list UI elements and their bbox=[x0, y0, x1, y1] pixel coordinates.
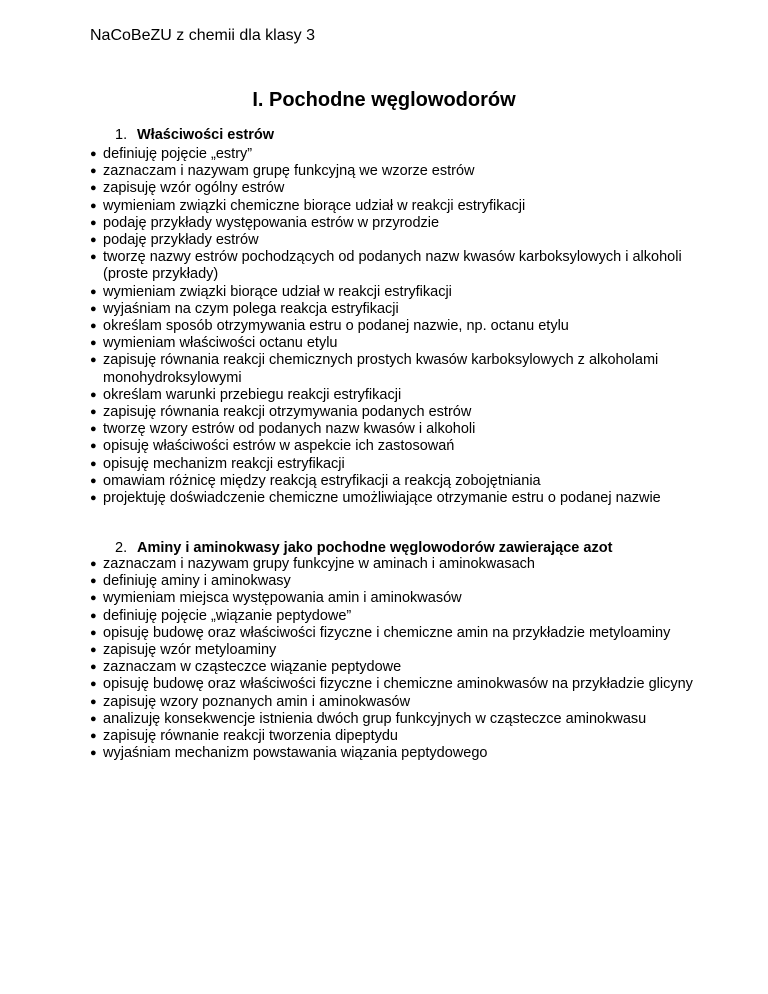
list-item bbox=[90, 694, 700, 711]
list-item-text: zapisuję wzór ogólny estrów bbox=[103, 180, 285, 197]
section-title-text: Aminy i aminokwasy jako pochodne węglowodorów zawierające azot bbox=[137, 540, 613, 556]
list-item bbox=[90, 573, 700, 590]
list-item-text: wymieniam właściwości octanu etylu bbox=[103, 335, 338, 352]
list-item-text: zapisuję równanie reakcji tworzenia dipeptydu bbox=[103, 728, 398, 745]
list-item-text: zaznaczam i nazywam grupę funkcyjną we wzorze estrów bbox=[103, 163, 475, 180]
objectives-list-2 bbox=[90, 556, 700, 762]
bullet-icon: ● bbox=[90, 199, 97, 212]
bullet-icon: ● bbox=[90, 678, 97, 691]
section-title-1 bbox=[115, 126, 274, 144]
list-item-text: opisuję budowę oraz właściwości fizyczne i chemiczne amin na przykładzie metyloaminy bbox=[103, 624, 671, 641]
list-item bbox=[90, 490, 700, 507]
list-item-text: podaję przykłady estrów bbox=[103, 232, 259, 249]
list-item-text: zapisuję równania reakcji otrzymywania podanych estrów bbox=[103, 404, 472, 421]
list-item bbox=[90, 163, 700, 180]
list-item bbox=[90, 745, 700, 762]
list-item-text: wyjaśniam na czym polega reakcja estryfikacji bbox=[103, 300, 399, 317]
bullet-icon: ● bbox=[90, 730, 97, 743]
bullet-icon: ● bbox=[90, 575, 97, 588]
list-item-text: omawiam różnicę między reakcją estryfikacji a reakcją zobojętniania bbox=[103, 472, 541, 489]
list-item bbox=[90, 711, 700, 728]
list-item-text: zapisuję równania reakcji chemicznych prostych kwasów karboksylowych z alkoholami monohydroksylowymi bbox=[103, 352, 659, 386]
list-item-text: opisuję właściwości estrów w aspekcie ich zastosowań bbox=[103, 438, 455, 455]
bullet-icon: ● bbox=[90, 423, 97, 436]
list-item bbox=[90, 556, 700, 573]
bullet-icon: ● bbox=[90, 457, 97, 470]
list-item bbox=[90, 318, 700, 335]
bullet-icon: ● bbox=[90, 558, 97, 570]
list-item-text: określam warunki przebiegu reakcji estryfikacji bbox=[103, 386, 402, 403]
list-item-text: opisuję mechanizm reakcji estryfikacji bbox=[103, 455, 345, 472]
list-item bbox=[90, 284, 700, 301]
list-item-text: wymieniam związki chemiczne biorące udział w reakcji estryfikacji bbox=[103, 197, 526, 214]
list-item bbox=[90, 456, 700, 473]
bullet-icon: ● bbox=[90, 440, 97, 453]
list-item bbox=[90, 642, 700, 659]
bullet-icon: ● bbox=[90, 626, 97, 639]
bullet-icon: ● bbox=[90, 406, 97, 419]
bullet-icon: ● bbox=[90, 492, 97, 505]
bullet-icon: ● bbox=[90, 302, 97, 315]
list-item bbox=[90, 387, 700, 404]
list-item-text: wyjaśniam mechanizm powstawania wiązania peptydowego bbox=[103, 745, 488, 762]
objectives-list-1 bbox=[90, 146, 700, 507]
list-item-text: zaznaczam w cząsteczce wiązanie peptydowe bbox=[103, 659, 402, 676]
list-item bbox=[90, 352, 700, 386]
list-item-text: analizuję konsekwencje istnienia dwóch grup funkcyjnych w cząsteczce aminokwasu bbox=[103, 710, 647, 727]
list-item-text: tworzę wzory estrów od podanych nazw kwasów i alkoholi bbox=[103, 421, 476, 438]
list-item bbox=[90, 438, 700, 455]
list-item-text: podaję przykłady występowania estrów w przyrodzie bbox=[103, 214, 440, 231]
page-title: I. Pochodne węglowodorów bbox=[252, 89, 516, 111]
bullet-icon: ● bbox=[90, 148, 97, 160]
bullet-icon: ● bbox=[90, 592, 97, 605]
list-item-text: projektuję doświadczenie chemiczne umożliwiające otrzymanie estru o podanej nazwie bbox=[103, 490, 661, 507]
list-item bbox=[90, 676, 700, 693]
list-item bbox=[90, 625, 700, 642]
list-item bbox=[90, 473, 700, 490]
bullet-icon: ● bbox=[90, 695, 97, 708]
bullet-icon: ● bbox=[90, 216, 97, 229]
list-item-text: opisuję budowę oraz właściwości fizyczne i chemiczne aminokwasów na przykładzie glicyny bbox=[103, 676, 693, 693]
list-item-text: zapisuję wzór metyloaminy bbox=[103, 642, 277, 659]
bullet-icon: ● bbox=[90, 182, 97, 195]
section-number: 1. bbox=[115, 127, 128, 143]
list-item-text: definiuję pojęcie „estry” bbox=[103, 146, 253, 162]
list-item bbox=[90, 404, 700, 421]
bullet-icon: ● bbox=[90, 354, 97, 367]
section-title-2 bbox=[115, 539, 612, 557]
bullet-icon: ● bbox=[90, 712, 97, 725]
list-item bbox=[90, 249, 700, 283]
bullet-icon: ● bbox=[90, 474, 97, 487]
list-item-text: tworzę nazwy estrów pochodzących od podanych nazw kwasów karboksylowych i alkoholi (proste przykłady) bbox=[103, 249, 682, 283]
list-item bbox=[90, 421, 700, 438]
list-item bbox=[90, 180, 700, 197]
list-item-text: definiuję aminy i aminokwasy bbox=[103, 573, 291, 590]
bullet-icon: ● bbox=[90, 285, 97, 298]
section-title-text: Właściwości estrów bbox=[137, 127, 274, 143]
list-item bbox=[90, 301, 700, 318]
list-item-text: zaznaczam i nazywam grupy funkcyjne w aminach i aminokwasach bbox=[103, 556, 535, 572]
bullet-icon: ● bbox=[90, 165, 97, 178]
bullet-icon: ● bbox=[90, 747, 97, 760]
list-item bbox=[90, 198, 700, 215]
bullet-icon: ● bbox=[90, 609, 97, 622]
page-header: NaCoBeZU z chemii dla klasy 3 bbox=[90, 27, 315, 44]
list-item-text: wymieniam związki biorące udział w reakcji estryfikacji bbox=[103, 283, 452, 300]
list-item bbox=[90, 215, 700, 232]
list-item-text: wymieniam miejsca występowania amin i aminokwasów bbox=[103, 590, 462, 607]
list-item bbox=[90, 728, 700, 745]
list-item bbox=[90, 608, 700, 625]
list-item bbox=[90, 590, 700, 607]
bullet-icon: ● bbox=[90, 661, 97, 674]
list-item-text: określam sposób otrzymywania estru o podanej nazwie, np. octanu etylu bbox=[103, 318, 569, 335]
bullet-icon: ● bbox=[90, 234, 97, 247]
list-item bbox=[90, 335, 700, 352]
list-item bbox=[90, 146, 700, 163]
list-item-text: zapisuję wzory poznanych amin i aminokwasów bbox=[103, 693, 411, 710]
bullet-icon: ● bbox=[90, 337, 97, 350]
section-number: 2. bbox=[115, 540, 128, 556]
bullet-icon: ● bbox=[90, 644, 97, 657]
bullet-icon: ● bbox=[90, 388, 97, 401]
bullet-icon: ● bbox=[90, 320, 97, 333]
list-item bbox=[90, 659, 700, 676]
list-item-text: definiuję pojęcie „wiązanie peptydowe” bbox=[103, 607, 352, 624]
list-item bbox=[90, 232, 700, 249]
bullet-icon: ● bbox=[90, 251, 97, 264]
